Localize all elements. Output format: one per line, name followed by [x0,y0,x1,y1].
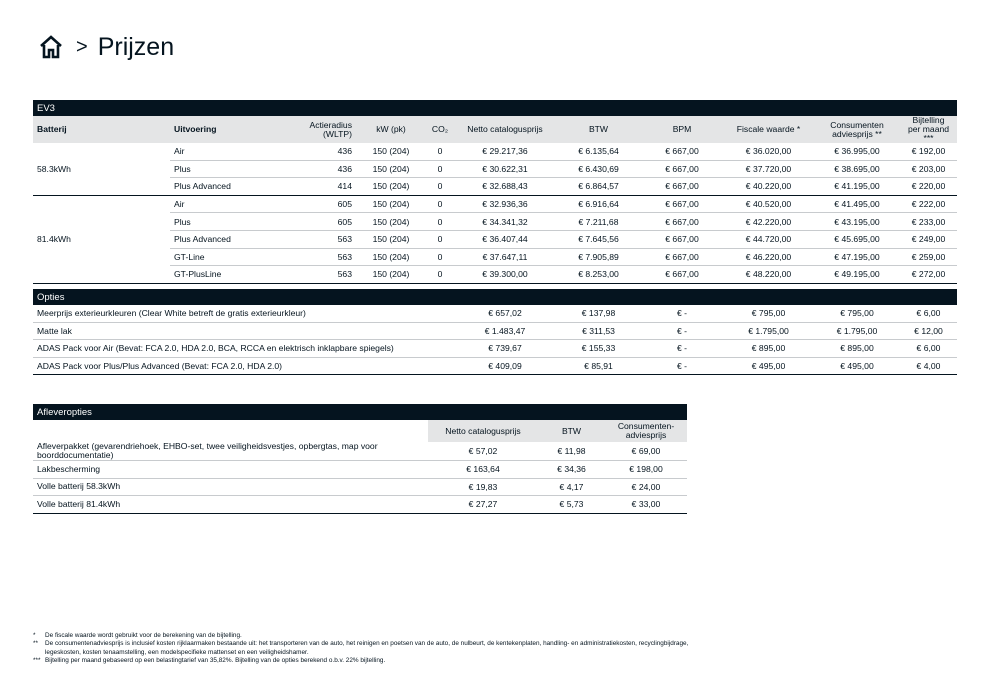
cell-consument: € 69,00 [605,442,687,461]
page-title: Prijzen [97,32,175,61]
cell-label: Matte lak [33,322,454,340]
cell-fiscaal: € 46.220,00 [723,248,814,266]
cell-uitvoering: Air [170,143,274,160]
cell-consument: € 49.195,00 [814,266,900,284]
cell-uitvoering: Air [170,195,274,213]
cell-uitvoering: Plus [170,213,274,231]
cell-bijtelling: € 12,00 [900,322,957,340]
table-row [33,178,957,196]
cell-fiscaal: € 495,00 [723,357,814,375]
col-batterij: Batterij [33,116,170,143]
cell-uitvoering: Plus [170,160,274,178]
cell-consument: € 43.195,00 [814,213,900,231]
cell-bpm: € 667,00 [641,178,723,196]
breadcrumb-separator: > [76,35,88,58]
cell-label: Volle batterij 58.3kWh [33,478,428,496]
cell-bijtelling: € 192,00 [900,143,957,160]
cell-bpm: € 667,00 [641,213,723,231]
opties-section-title: Opties [33,289,957,305]
cell-btw: € 7.211,68 [556,213,641,231]
cell-netto: € 57,02 [428,442,538,461]
cell-netto: € 739,67 [454,340,556,358]
cell-consument: € 495,00 [814,357,900,375]
cell-btw: € 7.645,56 [556,230,641,248]
cell-uitvoering: GT-PlusLine [170,266,274,284]
cell-btw: € 11,98 [538,442,605,461]
col-empty [33,420,428,442]
col-consument: Consumenten- adviesprijs [605,420,687,442]
cell-fiscaal: € 40.220,00 [723,178,814,196]
cell-fiscaal: € 44.720,00 [723,230,814,248]
cell-btw: € 6.864,57 [556,178,641,196]
col-netto: Netto catalogusprijs [428,420,538,442]
cell-consument: € 41.195,00 [814,178,900,196]
cell-bpm: € 667,00 [641,195,723,213]
table-row [33,322,957,340]
col-netto: Netto catalogusprijs [454,116,556,143]
cell-btw: € 85,91 [556,357,641,375]
cell-btw: € 137,98 [556,305,641,322]
cell-kw: 150 (204) [356,195,426,213]
cell-btw: € 34,36 [538,461,605,479]
cell-label: Meerprijs exterieurkleuren (Clear White betreft de gratis exterieurkleur) [33,305,454,322]
cell-bpm: € 667,00 [641,230,723,248]
cell-netto: € 409,09 [454,357,556,375]
cell-netto: € 19,83 [428,478,538,496]
cell-label: ADAS Pack voor Plus/Plus Advanced (Bevat: FCA 2.0, HDA 2.0) [33,357,454,375]
cell-co2: 0 [426,266,454,284]
cell-netto: € 39.300,00 [454,266,556,284]
cell-netto: € 32.936,36 [454,195,556,213]
footnotes [33,632,725,666]
cell-fiscaal: € 895,00 [723,340,814,358]
cell-bijtelling: € 222,00 [900,195,957,213]
cell-co2: 0 [426,160,454,178]
cell-bijtelling: € 233,00 [900,213,957,231]
opties-rows [33,305,957,375]
footnote [33,657,725,665]
cell-fiscaal: € 42.220,00 [723,213,814,231]
home-icon[interactable] [38,34,64,60]
cell-consument: € 45.695,00 [814,230,900,248]
cell-bpm: € 667,00 [641,160,723,178]
cell-label: Volle batterij 81.4kWh [33,496,428,514]
cell-co2: 0 [426,248,454,266]
table-row [33,160,957,178]
battery-cell: 81.4kWh [33,195,170,283]
cell-btw: € 6.430,69 [556,160,641,178]
cell-consument: € 895,00 [814,340,900,358]
footnote-marker: *** [33,657,41,665]
cell-consument: € 198,00 [605,461,687,479]
col-actieradius: Actieradius (WLTP) [274,116,356,143]
cell-btw: € 6.135,64 [556,143,641,160]
cell-label: Afleverpakket (gevarendriehoek, EHBO-set, twee veiligheidsvestjes, opbergtas, map voor boorddocumentatie) [33,442,428,461]
col-bpm: BPM [641,116,723,143]
cell-co2: 0 [426,230,454,248]
cell-fiscaal: € 1.795,00 [723,322,814,340]
cell-consument: € 38.695,00 [814,160,900,178]
table-row [33,143,957,160]
cell-kw: 150 (204) [356,160,426,178]
cell-kw: 150 (204) [356,266,426,284]
cell-netto: € 657,02 [454,305,556,322]
cell-label: Lakbescherming [33,461,428,479]
cell-fiscaal: € 795,00 [723,305,814,322]
cell-fiscaal: € 37.720,00 [723,160,814,178]
col-consument: Consumenten adviesprijs ** [814,116,900,143]
footnote-marker: ** [33,640,38,648]
table-row [33,195,957,213]
cell-actieradius: 436 [274,143,356,160]
cell-btw: € 5,73 [538,496,605,514]
cell-actieradius: 605 [274,213,356,231]
cell-bpm: € 667,00 [641,143,723,160]
footnote-text: De fiscale waarde wordt gebruikt voor de berekening van de bijtelling. [45,632,242,639]
cell-netto: € 29.217,36 [454,143,556,160]
cell-btw: € 7.905,89 [556,248,641,266]
cell-co2: 0 [426,213,454,231]
cell-bijtelling: € 203,00 [900,160,957,178]
cell-bijtelling: € 220,00 [900,178,957,196]
table-row [33,340,957,358]
cell-netto: € 163,64 [428,461,538,479]
battery-cell: 58.3kWh [33,143,170,195]
table-row [33,248,957,266]
cell-kw: 150 (204) [356,143,426,160]
col-btw: BTW [538,420,605,442]
footnote-text: Bijtelling per maand gebaseerd op een belastingtarief van 35,82%. Bijtelling van de opties berekend o.b.v. 22% bijtelling. [45,657,386,665]
table-row [33,442,687,461]
afleveropties-section-title: Afleveropties [33,404,687,420]
ev3-rows [33,143,957,283]
cell-uitvoering: GT-Line [170,248,274,266]
cell-kw: 150 (204) [356,213,426,231]
table-row [33,496,687,514]
col-kw: kW (pk) [356,116,426,143]
cell-netto: € 37.647,11 [454,248,556,266]
cell-netto: € 30.622,31 [454,160,556,178]
cell-consument: € 41.495,00 [814,195,900,213]
table-row [33,230,957,248]
table-row [33,478,687,496]
cell-btw: € 311,53 [556,322,641,340]
cell-bpm: € - [641,340,723,358]
cell-netto: € 36.407,44 [454,230,556,248]
col-btw: BTW [556,116,641,143]
cell-actieradius: 436 [274,160,356,178]
table-row [33,305,957,322]
cell-netto: € 34.341,32 [454,213,556,231]
ev3-price-table [33,100,957,284]
cell-bijtelling: € 259,00 [900,248,957,266]
cell-netto: € 27,27 [428,496,538,514]
cell-btw: € 4,17 [538,478,605,496]
cell-kw: 150 (204) [356,178,426,196]
footnote-marker: * [33,632,36,639]
cell-bijtelling: € 272,00 [900,266,957,284]
cell-co2: 0 [426,195,454,213]
cell-consument: € 24,00 [605,478,687,496]
footnote [33,632,725,640]
cell-consument: € 36.995,00 [814,143,900,160]
afleveropties-table [33,404,687,514]
cell-consument: € 795,00 [814,305,900,322]
page-header [38,30,174,64]
cell-actieradius: 563 [274,266,356,284]
cell-actieradius: 414 [274,178,356,196]
cell-bpm: € 667,00 [641,248,723,266]
col-co2: CO₂ [426,116,454,143]
cell-bpm: € - [641,322,723,340]
cell-bpm: € 667,00 [641,266,723,284]
cell-btw: € 6.916,64 [556,195,641,213]
table-row [33,213,957,231]
cell-bpm: € - [641,357,723,375]
cell-uitvoering: Plus Advanced [170,230,274,248]
cell-consument: € 1.795,00 [814,322,900,340]
cell-kw: 150 (204) [356,248,426,266]
cell-consument: € 33,00 [605,496,687,514]
table-row [33,357,957,375]
cell-co2: 0 [426,178,454,196]
cell-consument: € 47.195,00 [814,248,900,266]
cell-fiscaal: € 40.520,00 [723,195,814,213]
table-row [33,461,687,479]
cell-fiscaal: € 36.020,00 [723,143,814,160]
cell-actieradius: 563 [274,230,356,248]
cell-netto: € 32.688,43 [454,178,556,196]
cell-bijtelling: € 6,00 [900,340,957,358]
footnote-text: De consumentenadviesprijs is inclusief kosten rijklaarmaken bestaande uit: het transporteren van de auto, het reinigen en poetsen van de auto, de nulbeurt, de kentekenplaten, handling- en administratiekosten, recyclingbijdrage, legeskosten, kosten tenaamstelling, een modelspecifieke mattenset en een veiligheidshamer. [45,640,689,656]
table-row [33,266,957,284]
cell-btw: € 8.253,00 [556,266,641,284]
cell-actieradius: 563 [274,248,356,266]
footnote [33,640,725,657]
col-uitvoering: Uitvoering [170,116,274,143]
cell-btw: € 155,33 [556,340,641,358]
ev3-section-title: EV3 [33,100,957,116]
cell-co2: 0 [426,143,454,160]
cell-bijtelling: € 4,00 [900,357,957,375]
cell-bijtelling: € 6,00 [900,305,957,322]
cell-uitvoering: Plus Advanced [170,178,274,196]
opties-table [33,289,957,375]
cell-actieradius: 605 [274,195,356,213]
cell-netto: € 1.483,47 [454,322,556,340]
cell-kw: 150 (204) [356,230,426,248]
col-bijtelling: Bijtelling per maand *** [900,116,957,143]
col-fiscaal: Fiscale waarde * [723,116,814,143]
cell-label: ADAS Pack voor Air (Bevat: FCA 2.0, HDA 2.0, BCA, RCCA en elektrisch inklapbare spiegels) [33,340,454,358]
cell-fiscaal: € 48.220,00 [723,266,814,284]
afleveropties-rows [33,442,687,513]
cell-bpm: € - [641,305,723,322]
cell-bijtelling: € 249,00 [900,230,957,248]
